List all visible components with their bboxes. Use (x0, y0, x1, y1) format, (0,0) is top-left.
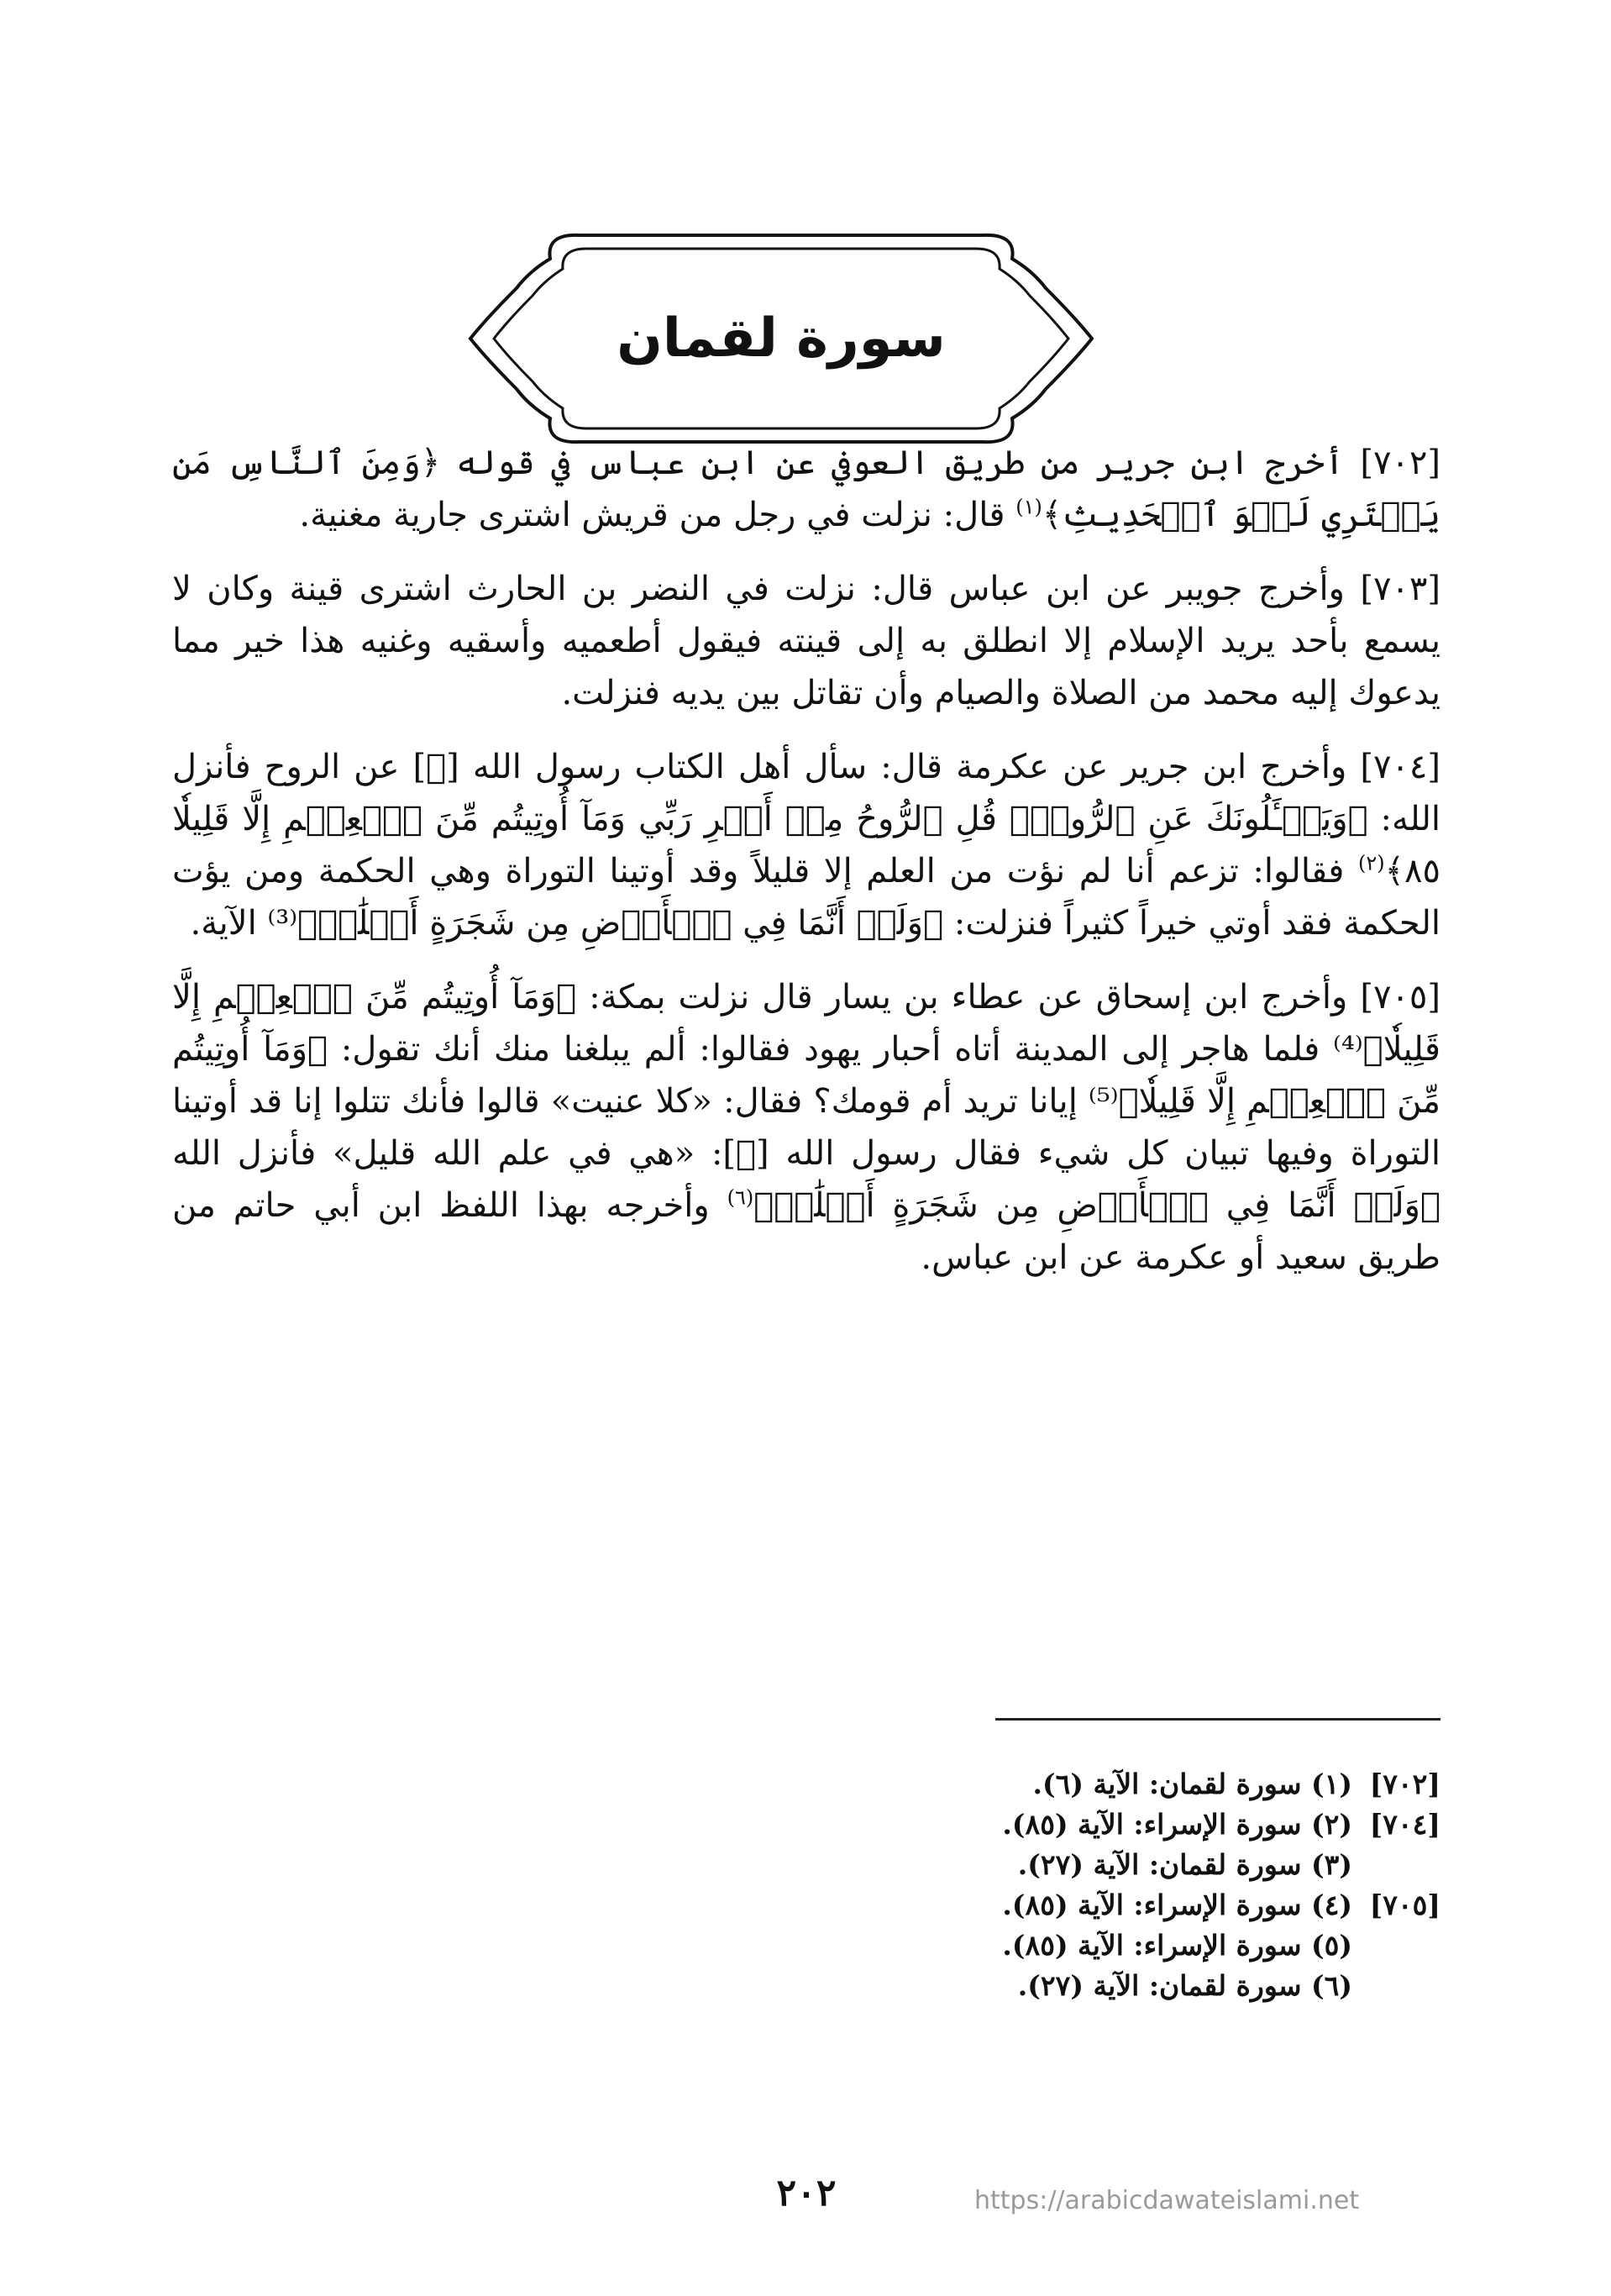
footnote-ref: [٧٠٥] (1369, 1889, 1440, 1921)
footnote-ref: [٧٠٤] (1369, 1808, 1440, 1841)
paragraph-tail: وأخرجه بهذا اللفظ ابن أبي حاتم من طريق سعيد أو عكرمة عن ابن عباس. (172, 1186, 1440, 1277)
paragraph-705 (172, 971, 1440, 1284)
footnote-text: (٥) سورة الإسراء: الآية (٨٥). (1002, 1929, 1352, 1962)
footnote-item (672, 1885, 1440, 1926)
paragraph-text: [٧٠٥] وأخرج ابن إسحاق عن عطاء بن يسار قال نزلت بمكة: ﴿وَمَآ أُوتِيتُم مِّنَ ٱلۡعِلۡمِ إِلَّا قَلِيلٗا﴾⁽⁴⁾ فلما هاجر إلى المدينة أتاه أحبار يهود فقالوا: ألم يبلغنا منك أنك تقول: ﴿وَمَآ أُوتِيتُم مِّنَ ٱلۡعِلۡمِ إِلَّا قَلِيلٗا﴾⁽⁵⁾ إيانا تريد أم قومك؟ فقال: «كلا عنيت» قالوا فأنك تتلوا إنا قد أوتينا التوراة وفيها تبيان كل شيء فقال رسول الله [ﷺ]: «هي في علم الله قليل» فأنزل الله ﴿وَلَوۡ أَنَّمَا فِي ٱلۡأَرۡضِ مِن شَجَرَةٍ أَقۡلَٰمٞ﴾ (172, 978, 1441, 1225)
footnote-item (672, 1845, 1440, 1885)
paragraph-tail: فقالوا: تزعم أنا لم نؤت من العلم إلا قليلاً وقد أوتينا التوراة وهي الحكمة ومن يؤت الحكمة فقد أوتي خيراً كثيراً فنزلت: ﴿وَلَوۡ أَنَّمَا فِي ٱلۡأَرۡضِ مِن شَجَرَةٍ أَقۡلَٰمٞ﴾⁽³⁾ الآية. (172, 852, 1440, 943)
paragraph-704 (172, 741, 1440, 949)
footnotes (672, 1764, 1440, 2006)
surah-title-frame (454, 225, 1109, 452)
main-text (172, 437, 1440, 1306)
paragraph-703 (172, 563, 1440, 719)
footnote-ref: [٧٠٢] (1369, 1768, 1440, 1800)
paragraph-text: [٧٠٢] أخرج ابن جرير من طريق العوفي عن ابن عباس في قوله ﴿وَمِنَ ٱلنَّاسِ مَن يَشۡتَرِي لَهۡوَ ٱلۡحَدِيثِ﴾ (172, 444, 1440, 534)
surah-title: سورة لقمان (617, 307, 946, 370)
page-number: ٢٠٢ (776, 2172, 837, 2215)
footnote-item (672, 1764, 1440, 1805)
footnote-marker: (٦) (727, 1185, 754, 1210)
footnote-text: (٣) سورة لقمان: الآية (٢٧). (1017, 1848, 1352, 1881)
footnote-marker: (١) (1015, 495, 1042, 519)
footnote-text: (٢) سورة الإسراء: الآية (٨٥). (1002, 1808, 1352, 1841)
footnote-text: (١) سورة لقمان: الآية (٦). (1032, 1768, 1352, 1800)
footnote-item (672, 1926, 1440, 1966)
paragraph-702 (172, 437, 1440, 541)
footnote-text: (٤) سورة الإسراء: الآية (٨٥). (1002, 1889, 1352, 1921)
paragraph-tail: قال: نزلت في رجل من قريش اشترى جارية مغنية. (299, 496, 1016, 534)
paragraph-text: [٧٠٤] وأخرج ابن جرير عن عكرمة قال: سأل أهل الكتاب رسول الله [ﷺ] عن الروح فأنزل الله: ﴿وَيَسۡـَٔلُونَكَ عَنِ ٱلرُّوحِۖ قُلِ ٱلرُّوحُ مِنۡ أَمۡرِ رَبِّي وَمَآ أُوتِيتُم مِّنَ ٱلۡعِلۡمِ إِلَّا قَلِيلٗا ٨٥﴾ (172, 748, 1440, 891)
footnote-marker: (٢) (1357, 851, 1385, 875)
footnote-item (672, 1966, 1440, 2006)
watermark-link[interactable]: https://arabicdawateislami.net (974, 2186, 1360, 2215)
footnote-text: (٦) سورة لقمان: الآية (٢٧). (1017, 1969, 1352, 2002)
paragraph-text: [٧٠٣] وأخرج جويبر عن ابن عباس قال: نزلت في النضر بن الحارث اشترى قينة وكان لا يسمع بأحد يريد الإسلام إلا انطلق به إلى قينته فيقول أطعميه وأسقيه وغنيه هذا خير مما يدعوك إليه محمد من الصلاة والصيام وأن تقاتل بين يديه فنزلت. (172, 570, 1440, 712)
footnote-item (672, 1805, 1440, 1845)
footnote-divider (995, 1718, 1440, 1721)
